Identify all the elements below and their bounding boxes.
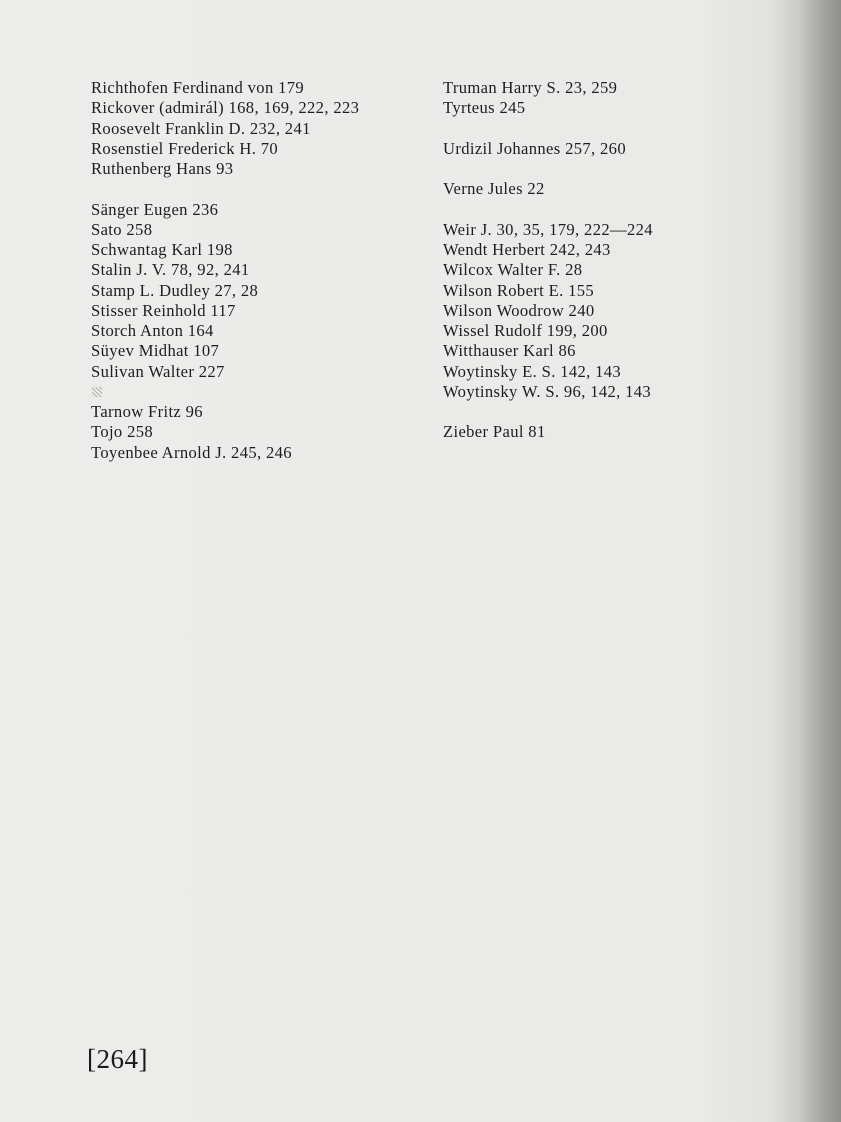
index-entry: Witthauser Karl 86 [443,341,576,361]
index-letter-group [443,78,653,119]
index-entry: Woytinsky W. S. 96, 142, 143 [443,381,652,401]
index-entry: Tarnow Fritz 96 [91,402,203,421]
index-letter-group [443,422,653,442]
index-column-right [443,78,653,463]
index-letter-group [91,402,359,463]
index-entry: Sulivan Walter 227 [91,361,225,381]
index-letter-group [91,200,359,382]
index-entry: Wilson Robert E. 155 [443,280,595,300]
index-entry: Storch Anton 164 [91,321,214,340]
index-entry: Rickover (admirál) 168, 169, 222, 223 [91,98,360,118]
index-entry: Sato 258 [91,219,153,239]
index-entry: Tyrteus 245 [443,98,526,118]
index-entry: Richthofen Ferdinand von 179 [91,78,305,97]
page-number: [264] [87,1044,148,1074]
index-entry: Weir J. 30, 35, 179, 222—224 [443,219,653,239]
index-entry: Tojo 258 [91,422,154,442]
index-entry: Roosevelt Franklin D. 232, 241 [91,118,311,138]
index-entry: Sänger Eugen 236 [91,199,219,219]
index-entry: Stisser Reinhold 117 [91,300,236,320]
index-entry: Stamp L. Dudley 27, 28 [91,280,259,300]
index-entry: Rosenstiel Frederick H. 70 [91,138,278,158]
index-entry: Toyenbee Arnold J. 245, 246 [91,442,292,462]
index-letter-group [443,220,653,402]
index-entry: Ruthenberg Hans 93 [91,159,234,178]
index-entry: Wilcox Walter F. 28 [443,260,583,280]
index-entry: Wendt Herbert 242, 243 [443,240,611,259]
index-entry: Stalin J. V. 78, 92, 241 [91,260,250,280]
index-entry: Wissel Rudolf 199, 200 [443,321,608,340]
index-entry: Truman Harry S. 23, 259 [443,78,618,97]
index-letter-group [91,78,359,179]
index-letter-group [443,179,653,199]
index-entry: Zieber Paul 81 [443,422,546,442]
index-entry: Schwantag Karl 198 [91,240,233,259]
index-entry: Woytinsky E. S. 142, 143 [443,361,622,381]
ink-smudge [92,387,102,397]
index-letter-group [443,139,653,159]
index-column-left [91,78,359,483]
index-entry: Süyev Midhat 107 [91,341,220,361]
index-entry: Verne Jules 22 [443,179,545,199]
index-entry: Wilson Woodrow 240 [443,300,595,320]
index-entry: Urdizil Johannes 257, 260 [443,138,626,158]
